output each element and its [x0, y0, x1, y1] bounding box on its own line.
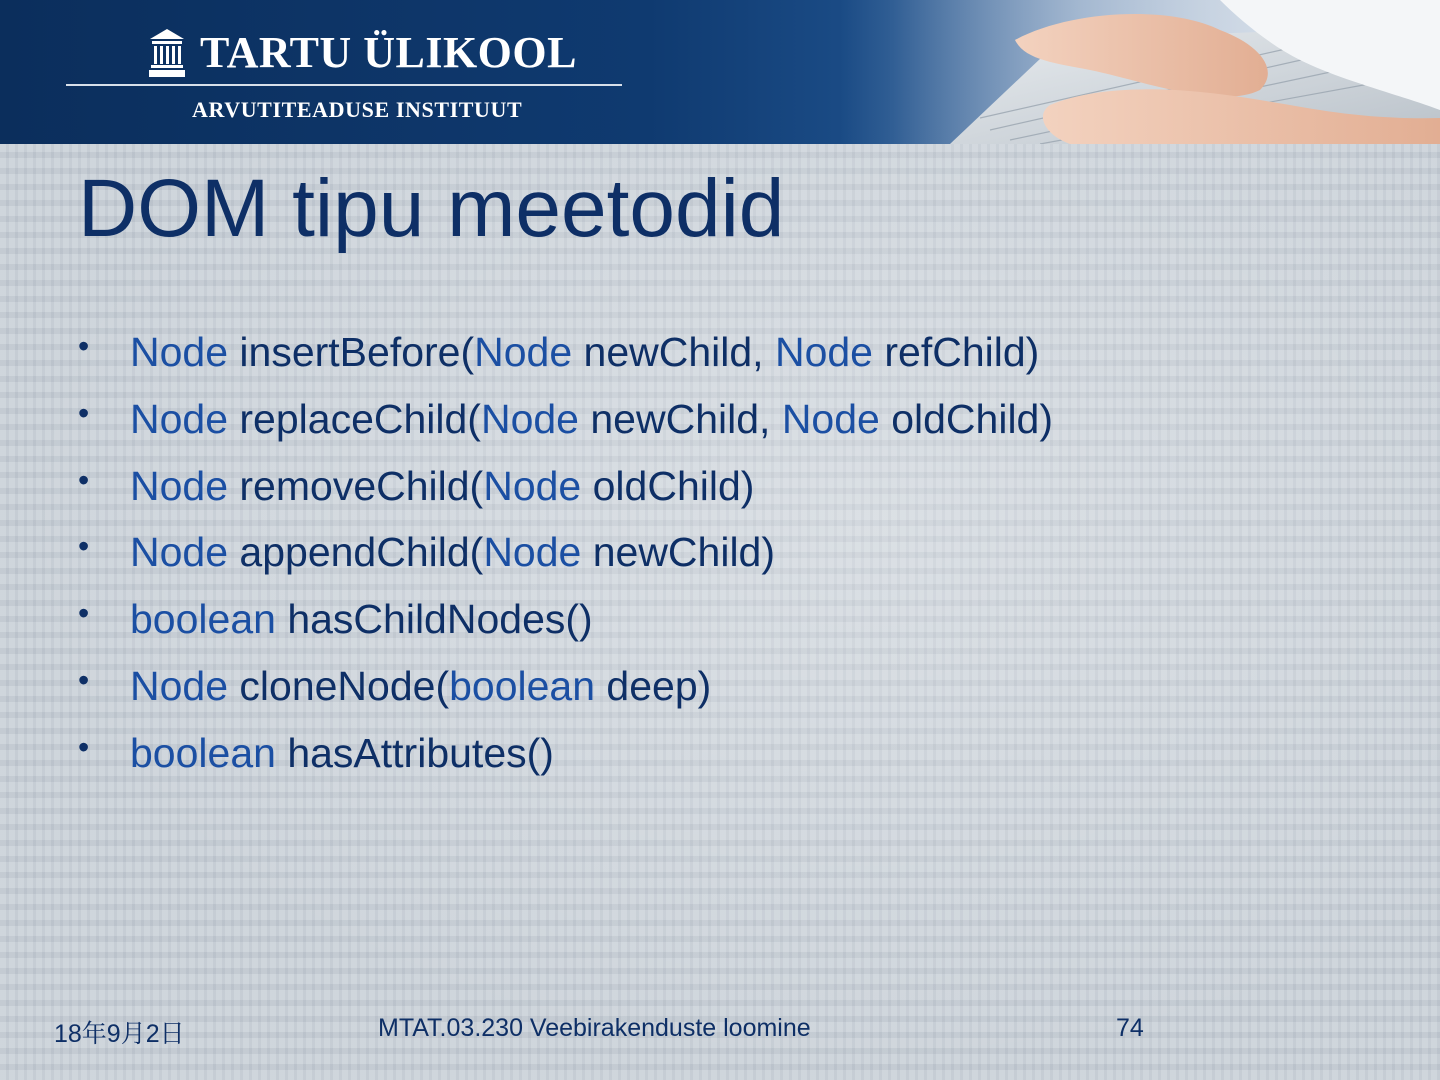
- method-signature-text: newChild,: [578, 395, 782, 442]
- method-type-token: Node: [774, 329, 873, 375]
- footer-date: 18年9月2日: [54, 1020, 185, 1048]
- header-divider: [66, 84, 622, 86]
- header-photo: [840, 0, 1440, 144]
- bullet-icon: •: [78, 595, 90, 632]
- method-signature-text: appendChild(: [228, 529, 484, 576]
- method-type-token: Node: [130, 529, 229, 576]
- method-signature-text: oldChild): [879, 395, 1054, 442]
- method-type-token: boolean: [130, 729, 276, 776]
- method-signature-text: insertBefore(: [228, 329, 475, 375]
- method-signature-text: newChild): [581, 529, 776, 576]
- method-type-token: Node: [130, 662, 229, 709]
- method-type-token: Node: [483, 529, 582, 576]
- method-type-token: Node: [480, 395, 579, 442]
- method-type-token: Node: [130, 329, 229, 375]
- method-type-token: Node: [130, 462, 229, 509]
- method-type-token: Node: [130, 395, 229, 442]
- method-list: [78, 326, 1053, 794]
- method-signature-text: replaceChild(: [228, 395, 481, 442]
- method-type-token: boolean: [130, 596, 276, 643]
- institute-name: ARVUTITEADUSE INSTITUUT: [192, 97, 523, 122]
- method-signature-text: deep): [595, 662, 712, 709]
- method-list-item: [78, 326, 1053, 393]
- method-list-item: [78, 526, 1053, 593]
- method-type-token: Node: [483, 462, 582, 509]
- footer-page-number: 74: [1116, 1014, 1144, 1042]
- method-type-token: boolean: [449, 662, 596, 709]
- method-list-item: [78, 593, 1053, 660]
- method-signature-text: removeChild(: [228, 462, 484, 509]
- footer-course-name: MTAT.03.230 Veebirakenduste loomine: [378, 1014, 811, 1042]
- method-signature-text: hasAttributes(): [275, 729, 554, 776]
- method-list-item: [78, 393, 1053, 460]
- university-logo: [148, 26, 577, 78]
- university-name: TARTU ÜLIKOOL: [200, 27, 577, 77]
- method-list-item: [78, 660, 1053, 727]
- university-seal-icon: [148, 27, 186, 77]
- bullet-icon: •: [78, 661, 90, 698]
- bullet-icon: •: [78, 394, 90, 431]
- bullet-icon: •: [78, 728, 90, 765]
- method-signature-text: hasChildNodes(): [275, 596, 593, 643]
- method-signature-text: refChild): [872, 329, 1040, 375]
- method-type-token: Node: [781, 395, 880, 442]
- method-signature-text: cloneNode(: [228, 662, 450, 709]
- method-list-item: [78, 727, 1053, 794]
- bullet-icon: •: [78, 328, 90, 364]
- method-list-item: [78, 460, 1053, 527]
- slide-header: [0, 0, 1440, 144]
- bullet-icon: •: [78, 461, 90, 498]
- bullet-icon: •: [78, 528, 90, 565]
- method-signature-text: newChild,: [572, 329, 775, 375]
- method-signature-text: oldChild): [581, 462, 755, 509]
- method-type-token: Node: [474, 329, 573, 375]
- slide-title: DOM tipu meetodid: [78, 163, 785, 254]
